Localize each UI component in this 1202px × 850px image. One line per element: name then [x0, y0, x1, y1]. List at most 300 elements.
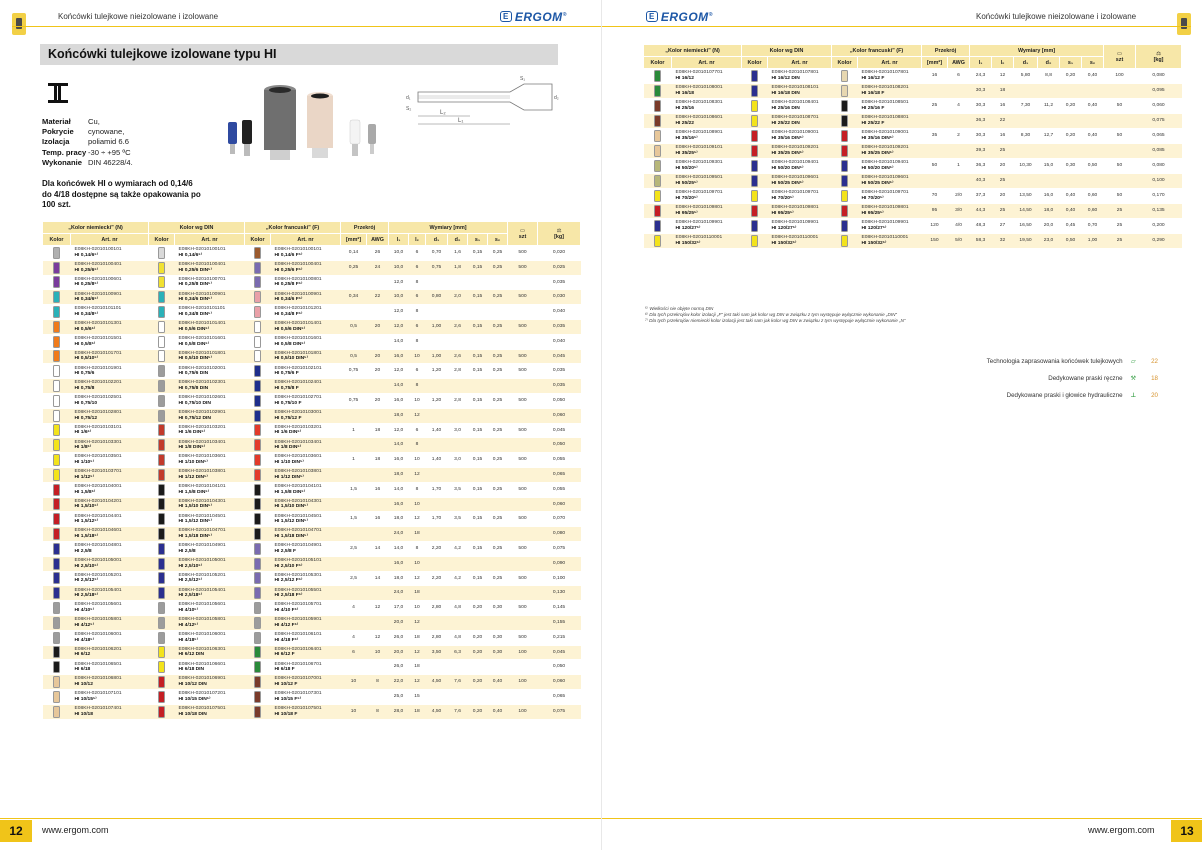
ferrule-color-icon: [254, 661, 261, 673]
article-cell: [271, 512, 341, 527]
value-d1: 1,20: [426, 393, 448, 408]
value-awg: [367, 467, 389, 482]
color-swatch-de: [43, 645, 71, 660]
value-s2: 0,25: [488, 571, 508, 586]
article-cell: [768, 69, 832, 84]
ferrule-color-icon: [654, 145, 661, 157]
article-number: E08KH-02010102501: [74, 395, 122, 401]
value-awg: 18: [367, 453, 389, 468]
color-swatch-de: [43, 660, 71, 675]
article-number: E08KH-02010106701: [274, 661, 322, 667]
value-mm2: [341, 615, 367, 630]
value-s2: 0,30: [488, 601, 508, 616]
article-name: HI 35/16⁵⁾: [675, 136, 698, 141]
related-link-technology[interactable]: Technologia zaprasowania końcówek tulejkowych ▱ 22: [958, 353, 1158, 370]
color-swatch-fr: [832, 69, 858, 84]
ferrule-color-icon: [654, 160, 661, 172]
color-swatch-fr: [245, 319, 271, 334]
value-s2: 0,25: [488, 364, 508, 379]
value-s1: 0,20: [1060, 129, 1082, 144]
article-cell: [271, 438, 341, 453]
article-name: HI 10/18 DIN: [178, 711, 207, 717]
article-number: E08KH-02010103601: [178, 454, 226, 460]
value-l2: 8: [409, 334, 426, 349]
color-swatch-fr: [832, 234, 858, 249]
article-name: HI 150/32⁵⁾: [771, 241, 797, 246]
value-szt: 50: [1104, 99, 1136, 114]
article-cell: [175, 615, 245, 630]
ferrule-color-icon: [53, 247, 60, 259]
table-row: [644, 84, 1182, 99]
value-l2: 27: [992, 219, 1014, 234]
article-name: HI 25/22: [675, 121, 694, 126]
value-d1: [426, 689, 448, 704]
value-d1: 4,50: [426, 704, 448, 719]
value-l1: 12,0: [389, 423, 409, 438]
value-kg: 0,065: [538, 689, 581, 704]
article-number: E08KH-02010100101: [274, 247, 322, 253]
value-d2: [1038, 114, 1060, 129]
value-d2: [1038, 144, 1060, 159]
color-swatch-fr: [245, 645, 271, 660]
value-d2: 2,8: [448, 364, 468, 379]
value-szt: [508, 408, 538, 423]
article-number: E08KH-02010107501: [178, 706, 226, 711]
value-s2: [488, 689, 508, 704]
value-kg: 0,080: [538, 527, 581, 542]
value-d2: 2,0: [448, 290, 468, 305]
related-link-hand-tools[interactable]: Dedykowane praski ręczne ⚒ 18: [958, 370, 1158, 387]
article-name: HI 10/12 F: [274, 682, 298, 687]
value-kg: 0,100: [1136, 174, 1182, 189]
value-d2: 2,6: [448, 349, 468, 364]
article-number: E08KH-02010100901: [178, 291, 226, 297]
color-swatch-de: [43, 423, 71, 438]
value-d1: 14,50: [1014, 204, 1038, 219]
ferrule-color-icon: [158, 350, 165, 362]
color-swatch-fr: [245, 423, 271, 438]
color-swatch-fr: [245, 497, 271, 512]
color-swatch-fr: [245, 482, 271, 497]
ferrule-color-icon: [53, 617, 60, 629]
value-kg: 0,075: [538, 541, 581, 556]
article-cell: [175, 334, 245, 349]
value-l1: 10,0: [389, 290, 409, 305]
value-kg: 0,135: [1136, 204, 1182, 219]
value-d1: 1,00: [426, 349, 448, 364]
article-name: HI 70/20⁵⁾: [771, 196, 794, 201]
table-row: [43, 645, 581, 660]
article-number: E08KH-02010107101: [74, 691, 122, 697]
article-number: E08KH-02010109701: [675, 190, 723, 196]
table-row: [43, 393, 581, 408]
value-s1: [468, 615, 488, 630]
color-swatch-din: [149, 319, 175, 334]
ferrule-color-icon: [158, 454, 165, 466]
article-number: E08KH-02010109801: [861, 205, 909, 211]
value-d1: 1,40: [426, 423, 448, 438]
ferrule-color-icon: [158, 632, 165, 644]
article-number: E08KH-02010104201: [74, 498, 122, 504]
value-l2: 25: [992, 144, 1014, 159]
color-swatch-din: [149, 512, 175, 527]
article-cell: [175, 689, 245, 704]
ferrule-color-icon: [254, 262, 261, 274]
value-mm2: 4: [341, 630, 367, 645]
value-d2: [448, 408, 468, 423]
properties-list: [42, 117, 133, 168]
color-swatch-din: [149, 541, 175, 556]
table-row: [43, 379, 581, 394]
article-number: E08KH-02010100601: [74, 276, 122, 282]
ferrule-color-icon: [158, 395, 165, 407]
article-number: E08KH-02010101101: [74, 306, 122, 312]
article-name: HI 4/18⁵⁾: [178, 637, 198, 643]
article-cell: [175, 246, 245, 261]
value-d1: 8,30: [1014, 129, 1038, 144]
value-kg: 0,035: [538, 364, 581, 379]
value-d1: 0,80: [426, 290, 448, 305]
value-s2: [488, 467, 508, 482]
article-number: E08KH-02010108801: [861, 115, 909, 121]
ferrule-color-icon: [158, 306, 165, 318]
ferrule-color-icon: [751, 85, 758, 97]
value-mm2: [341, 497, 367, 512]
article-number: E08KH-02010101501: [74, 336, 122, 342]
color-swatch-de: [43, 689, 71, 704]
article-number: E08KH-02010109901: [861, 220, 909, 226]
value-s1: [1060, 144, 1082, 159]
article-number: E08KH-02010106601: [178, 661, 226, 667]
table-row: [43, 512, 581, 527]
value-l1: 12,0: [389, 364, 409, 379]
color-swatch-de: [43, 379, 71, 394]
value-d1: [426, 527, 448, 542]
value-kg: 0,060: [1136, 99, 1182, 114]
value-mm2: 120: [922, 219, 948, 234]
color-swatch-de: [644, 84, 672, 99]
value-s1: 0,45: [1060, 219, 1082, 234]
article-name: HI 25/22 DIN: [771, 121, 800, 126]
article-cell: [175, 556, 245, 571]
article-cell: [271, 645, 341, 660]
value-szt: 100: [508, 645, 538, 660]
value-mm2: [341, 305, 367, 320]
value-s2: [488, 615, 508, 630]
color-swatch-de: [644, 99, 672, 114]
ferrule-small-blue: [228, 122, 237, 154]
ferrule-color-icon: [53, 410, 60, 422]
value-d1: [426, 408, 448, 423]
article-number: E08KH-02010105001: [74, 558, 122, 564]
value-s1: [468, 660, 488, 675]
article-cell: [71, 556, 149, 571]
value-d2: 6,3: [448, 645, 468, 660]
value-s1: 0,15: [468, 482, 488, 497]
article-name: HI 6/12: [74, 652, 91, 658]
value-d2: 16,0: [1038, 189, 1060, 204]
ferrule-color-icon: [53, 336, 60, 348]
ferrule-color-icon: [158, 558, 165, 570]
article-number: E08KH-02010103201: [178, 424, 226, 430]
table-row: [43, 423, 581, 438]
article-name: HI 95/25⁵⁾: [675, 211, 698, 216]
article-number: E08KH-02010102401: [274, 380, 322, 386]
value-mm2: [341, 438, 367, 453]
article-name: HI 10/15⁵⁾: [74, 696, 97, 702]
ferrule-color-icon: [53, 276, 60, 288]
value-s2: [1082, 174, 1104, 189]
ferrule-color-icon: [53, 602, 60, 614]
value-s1: [1060, 174, 1082, 189]
article-number: E08KH-02010107201: [178, 691, 226, 697]
color-swatch-de: [644, 129, 672, 144]
color-swatch-de: [43, 541, 71, 556]
article-number: E08KH-02010100801: [274, 276, 322, 282]
article-name: HI 1,5/10 DIN⁵⁾: [274, 504, 308, 510]
value-l2: 15: [409, 689, 426, 704]
article-name: HI 16/18 F: [861, 91, 885, 96]
value-s1: [468, 408, 488, 423]
ferrule-color-icon: [53, 291, 60, 303]
color-swatch-fr: [832, 159, 858, 174]
ferrule-color-icon: [841, 145, 848, 157]
value-l2: 18: [409, 660, 426, 675]
article-name: HI 70/20⁵⁾: [861, 196, 884, 201]
article-cell: [271, 453, 341, 468]
article-cell: [858, 189, 922, 204]
weight-icon: ⚖: [1156, 50, 1161, 57]
value-d1: 1,40: [426, 453, 448, 468]
article-number: E08KH-02010102801: [74, 410, 122, 416]
article-number: E08KH-02010108401: [771, 100, 819, 106]
ferrule-color-icon: [158, 528, 165, 540]
table-row: [644, 114, 1182, 129]
value-kg: 0,090: [538, 556, 581, 571]
value-s2: [488, 438, 508, 453]
footer-url[interactable]: www.ergom.com: [1088, 825, 1155, 835]
property-row: Pokrycie cynowane,: [42, 127, 125, 137]
article-cell: [858, 114, 922, 129]
value-l1: 24,3: [970, 69, 992, 84]
table-row: [644, 144, 1182, 159]
ferrule-color-icon: [53, 350, 60, 362]
ferrule-color-icon: [654, 175, 661, 187]
value-szt: 25: [1104, 219, 1136, 234]
table-row: [43, 689, 581, 704]
article-number: E08KH-02010101301: [74, 321, 122, 327]
value-l1: 37,3: [970, 189, 992, 204]
article-name: HI 6/18 F: [274, 667, 295, 673]
value-l2: 12: [409, 675, 426, 690]
color-swatch-fr: [245, 615, 271, 630]
ferrule-color-icon: [841, 100, 848, 112]
color-swatch-de: [43, 364, 71, 379]
article-cell: [71, 704, 149, 719]
article-number: E08KH-02010107401: [74, 706, 122, 711]
color-swatch-de: [644, 234, 672, 249]
color-swatch-de: [43, 393, 71, 408]
article-number: E08KH-02010101701: [74, 350, 122, 356]
article-cell: [768, 84, 832, 99]
value-kg: 0,045: [538, 349, 581, 364]
article-cell: [672, 144, 742, 159]
table-row: [644, 99, 1182, 114]
article-number: E08KH-02010103201: [274, 424, 322, 430]
article-cell: [175, 645, 245, 660]
ferrule-color-icon: [53, 439, 60, 451]
ferrule-color-icon: [158, 321, 165, 333]
value-szt: [508, 689, 538, 704]
value-szt: [508, 438, 538, 453]
ferrule-color-icon: [158, 484, 165, 496]
article-number: E08KH-02010109901: [675, 220, 723, 226]
value-kg: 0,065: [538, 467, 581, 482]
color-swatch-din: [742, 129, 768, 144]
ferrule-thumbnail-icon: [1177, 13, 1191, 35]
article-name: HI 0,25/6 F⁵⁾: [274, 267, 303, 273]
value-mm2: 2,5: [341, 571, 367, 586]
footer-rule: [602, 818, 1202, 819]
value-d2: [448, 467, 468, 482]
value-l2: 18: [409, 704, 426, 719]
article-number: E08KH-02010100901: [274, 291, 322, 297]
value-awg: [367, 527, 389, 542]
header-rule: [12, 26, 601, 27]
ferrule-color-icon: [254, 646, 261, 658]
article-name: HI 1/10 DIN⁵⁾: [274, 460, 304, 466]
article-name: HI 0,75/6 F: [274, 371, 299, 377]
footnote: ⁷⁾ Dla tych przekrojów niemiecki kolor izolacji jest taki sam jak kolor wg DIN w związku z tym występuje wyłącznie wykonanie „N”: [645, 318, 906, 323]
value-s2: 0,25: [488, 246, 508, 261]
article-number: E08KH-02010109701: [771, 190, 819, 196]
value-d2: [448, 660, 468, 675]
value-mm2: 50: [922, 159, 948, 174]
value-s2: 0,25: [488, 393, 508, 408]
ferrule-color-icon: [158, 247, 165, 259]
article-cell: [271, 408, 341, 423]
value-l2: 8: [409, 305, 426, 320]
value-mm2: 1,5: [341, 512, 367, 527]
value-s1: [468, 305, 488, 320]
article-name: HI 120/27⁵⁾: [771, 226, 797, 231]
table-row: [43, 704, 581, 719]
footer-url[interactable]: www.ergom.com: [42, 825, 109, 835]
value-mm2: 1,5: [341, 482, 367, 497]
ferrule-color-icon: [751, 160, 758, 172]
article-number: E08KH-02010101901: [74, 365, 122, 371]
value-awg: [367, 615, 389, 630]
article-name: HI 1,5/8⁵⁾: [74, 489, 96, 495]
article-name: HI 10/12: [74, 682, 93, 687]
color-swatch-din: [742, 69, 768, 84]
value-awg: 4: [948, 99, 970, 114]
article-cell: [768, 234, 832, 249]
color-swatch-fr: [245, 408, 271, 423]
ferrule-color-icon: [53, 646, 60, 658]
article-number: E08KH-02010105801: [178, 617, 226, 623]
value-kg: 0,075: [538, 704, 581, 719]
value-l2: 16: [992, 129, 1014, 144]
article-cell: [175, 571, 245, 586]
value-l1: 20,0: [389, 645, 409, 660]
color-swatch-fr: [245, 601, 271, 616]
color-swatch-de: [43, 290, 71, 305]
article-cell: [175, 305, 245, 320]
table-row: [644, 234, 1182, 249]
article-name: HI 35/25 DIN⁵⁾: [861, 151, 894, 156]
value-szt: 500: [508, 260, 538, 275]
value-kg: 0,050: [538, 393, 581, 408]
color-swatch-din: [149, 645, 175, 660]
article-name: HI 0,75/8: [74, 386, 95, 392]
value-l1: 18,0: [389, 571, 409, 586]
ferrule-color-icon: [841, 160, 848, 172]
value-s1: 0,20: [468, 601, 488, 616]
article-number: E08KH-02010101401: [274, 321, 322, 327]
value-l1: 17,0: [389, 601, 409, 616]
color-swatch-fr: [245, 675, 271, 690]
article-cell: [175, 541, 245, 556]
article-cell: [175, 497, 245, 512]
value-s2: 0,25: [488, 453, 508, 468]
article-name: HI 1/6 DIN⁵⁾: [274, 430, 302, 436]
table-row: [644, 204, 1182, 219]
value-d1: 2,20: [426, 571, 448, 586]
article-number: E08KH-02010104701: [274, 528, 322, 534]
article-cell: [271, 586, 341, 601]
value-l1: 26,0: [389, 630, 409, 645]
value-szt: 500: [508, 349, 538, 364]
article-name: HI 16/12: [675, 76, 694, 81]
article-cell: [271, 556, 341, 571]
article-name: HI 1/8 DIN⁵⁾: [178, 445, 206, 451]
value-d2: 3,0: [448, 453, 468, 468]
article-name: HI 2,5/10⁵⁾: [178, 563, 203, 569]
ferrule-color-icon: [254, 484, 261, 496]
value-kg: 0,290: [1136, 234, 1182, 249]
color-swatch-din: [742, 159, 768, 174]
article-name: HI 120/27⁵⁾: [861, 226, 887, 231]
ferrule-color-icon: [751, 235, 758, 247]
article-name: HI 1/8 DIN⁵⁾: [274, 445, 302, 451]
value-awg: [367, 556, 389, 571]
color-swatch-de: [644, 69, 672, 84]
related-link-hydraulic[interactable]: Dedykowane praski i głowice hydrauliczne ⊥ 20: [958, 387, 1158, 404]
article-cell: [768, 189, 832, 204]
article-cell: [672, 219, 742, 234]
color-swatch-fr: [245, 541, 271, 556]
value-kg: 0,085: [1136, 144, 1182, 159]
article-number: E08KH-02010109301: [675, 160, 723, 166]
value-l1: 16,0: [389, 349, 409, 364]
article-cell: [71, 379, 149, 394]
value-szt: 100: [1104, 69, 1136, 84]
value-l2: 22: [992, 114, 1014, 129]
article-number: E08KH-02010108501: [861, 100, 909, 106]
color-swatch-din: [742, 234, 768, 249]
article-number: E08KH-02010100101: [74, 247, 122, 253]
article-name: HI 35/25⁵⁾: [675, 151, 698, 156]
color-swatch-din: [149, 615, 175, 630]
article-name: HI 150/32⁵⁾: [675, 241, 701, 246]
article-number: E08KH-02010109701: [861, 190, 909, 196]
article-cell: [175, 408, 245, 423]
value-l1: 12,0: [389, 275, 409, 290]
value-awg: 2/0: [948, 189, 970, 204]
value-s1: 0,15: [468, 246, 488, 261]
ferrule-color-icon: [841, 115, 848, 127]
